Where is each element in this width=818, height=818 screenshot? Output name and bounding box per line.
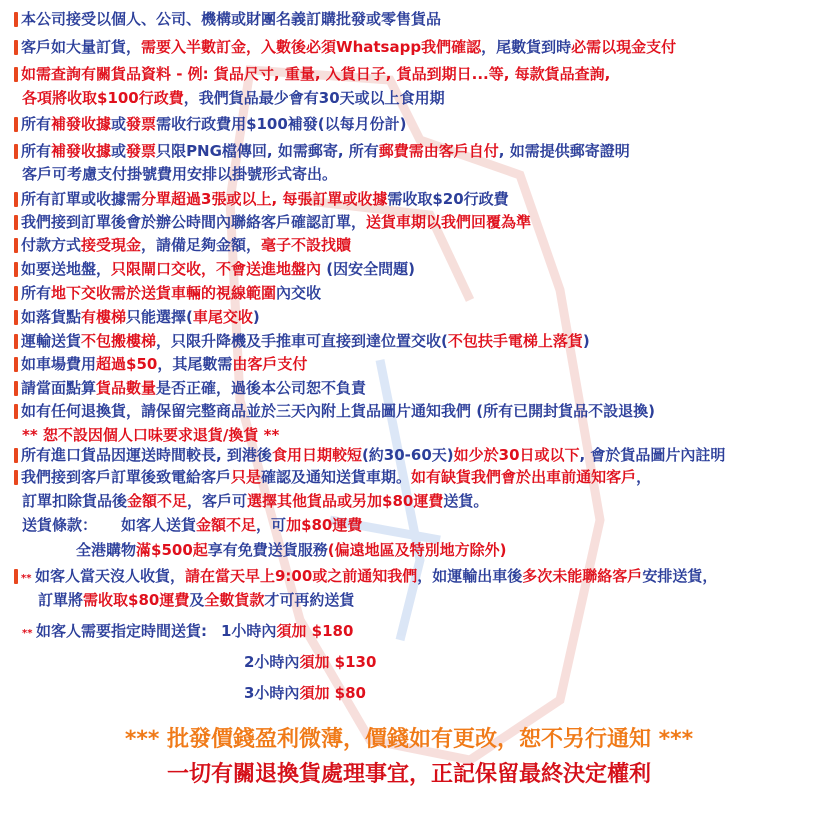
absent-recipient-line-2 — [38, 589, 354, 611]
text-segment: 客戶可考慮支付掛號費用安排以掛號形式寄出。 — [22, 165, 338, 183]
text-segment: ) — [582, 332, 590, 350]
bullet-mark-icon — [14, 286, 18, 301]
rule-line — [22, 424, 279, 446]
text-segment: 郵費需由客戶自付 — [378, 142, 499, 160]
text-segment: , 會於貨品圖片內註明 — [579, 446, 726, 464]
text-segment: 需收取$20行政費 — [387, 190, 509, 208]
bullet-mark-icon — [14, 238, 18, 253]
rule-line — [22, 163, 337, 185]
bullet-mark-icon — [14, 144, 18, 159]
text-segment: 我們接到訂單後會於辦公時間內聯絡客戶確認訂單， — [21, 213, 367, 231]
rule-line — [14, 282, 321, 304]
text-segment: 須加 — [299, 684, 330, 702]
bullet-mark-icon — [14, 334, 18, 349]
text-segment: 是否正確，過後本公司恕不負責 — [156, 379, 367, 397]
text-segment: 補發收據 — [51, 142, 112, 160]
text-segment: 請在當天早上9:00或之前通知我們 — [184, 567, 418, 585]
text-segment: 享有免費送貨服務 — [207, 541, 328, 559]
delivery-terms-line — [22, 514, 362, 536]
timed-delivery-line — [22, 620, 353, 642]
text-segment: 只能選擇( — [126, 308, 193, 326]
text-segment: 安排送貨， — [642, 567, 718, 585]
bullet-mark-icon — [14, 40, 18, 55]
text-segment: 或 — [111, 142, 127, 160]
text-segment: ， — [636, 468, 652, 486]
text-segment: 訂單將 — [38, 591, 84, 609]
rule-line — [14, 8, 441, 30]
bullet-mark-icon — [14, 310, 18, 325]
text-segment: 補發收據 — [51, 115, 112, 133]
bullet-mark-icon — [14, 569, 18, 584]
rule-line — [14, 400, 655, 422]
text-segment: 發票 — [126, 142, 157, 160]
text-segment: ，請備足夠金額， — [141, 236, 262, 254]
text-segment: 需收行政費用$100補發(以每月份計) — [156, 115, 407, 133]
rule-line — [14, 211, 531, 233]
text-segment: 如要送地盤， — [21, 260, 112, 278]
text-segment: 如客人送貨 — [121, 516, 197, 534]
text-segment: 全港購物 — [76, 541, 137, 559]
rule-line — [14, 444, 725, 466]
text-segment: 須加 — [299, 653, 330, 671]
text-segment: 運輸送貨 — [21, 332, 82, 350]
text-segment: 有樓梯 — [81, 308, 127, 326]
bullet-mark-icon — [14, 67, 18, 82]
rule-line — [14, 140, 630, 162]
text-segment: 各項將收取$100行政費 — [22, 89, 184, 107]
timed-delivery-row — [244, 651, 376, 673]
footer-final-decision: 一切有關退換貨處理事宜，正記保留最終決定權利 — [166, 762, 651, 787]
text-segment: 全數貨款 — [204, 591, 265, 609]
rule-line — [14, 113, 407, 135]
text-segment: $80 — [329, 684, 366, 702]
text-segment: 才可再約送貨 — [264, 591, 355, 609]
bullet-mark-icon — [14, 262, 18, 277]
text-segment: $130 — [329, 653, 377, 671]
rule-line — [14, 258, 415, 280]
rule-line — [14, 466, 651, 488]
text-segment: ，其尾數需 — [157, 355, 233, 373]
text-segment: 如少於30日或以下 — [453, 446, 580, 464]
text-segment: 確認及通知送貨車期。 — [261, 468, 412, 486]
text-segment: 發票 — [126, 115, 157, 133]
text-segment: 毫子不設找贖 — [261, 236, 352, 254]
free-delivery-line — [76, 539, 507, 561]
text-segment: ，客戶可 — [187, 492, 248, 510]
text-segment: 如客人當天沒人收貨， — [34, 567, 185, 585]
text-segment: 送貨車期以我們回覆為準 — [366, 213, 532, 231]
text-segment: 超過$50 — [96, 355, 158, 373]
rule-line — [14, 188, 509, 210]
text-segment: 不包搬樓梯 — [81, 332, 157, 350]
text-segment: 只是 — [231, 468, 262, 486]
text-segment: 分單超過3張或以上, 每張訂單或收據 — [141, 190, 388, 208]
text-segment: 或 — [111, 115, 127, 133]
text-segment: (因安全問題) — [321, 260, 415, 278]
bullet-mark-icon — [14, 470, 18, 485]
text-segment: 由客戶支付 — [232, 355, 308, 373]
text-segment: 車尾交收 — [192, 308, 253, 326]
text-segment: 如落貨點 — [21, 308, 82, 326]
rule-line — [14, 36, 676, 58]
text-segment: 本公司接受以個人、公司、機構或財團名義訂購批發或零售貨品 — [21, 10, 442, 28]
text-segment: 只限PNG檔傳回, 如需郵寄, 所有 — [156, 142, 379, 160]
text-segment: 滿$500起 — [136, 541, 208, 559]
text-segment: 1小時內 — [220, 622, 277, 640]
footer-price-notice: *** 批發價錢盈利微薄，價錢如有更改，恕不另行通知 *** — [124, 727, 694, 752]
text-segment: 多次未能聯絡客戶 — [522, 567, 643, 585]
text-segment: 所有訂單或收據需 — [21, 190, 142, 208]
text-segment: 接受現金 — [81, 236, 142, 254]
bullet-mark-icon — [14, 215, 18, 230]
text-segment: 付款方式 — [21, 236, 82, 254]
absent-recipient-line — [14, 565, 717, 587]
text-segment: 選擇其他貨品或另加$80運費 — [247, 492, 444, 510]
text-segment: (約30-60天) — [361, 446, 454, 464]
timed-delivery-row — [244, 682, 366, 704]
text-segment: (偏遠地區及特別地方除外) — [327, 541, 507, 559]
text-segment: 需收取$80運費 — [83, 591, 190, 609]
text-segment: ，只限升降機及手推車可直接到達位置交收( — [156, 332, 448, 350]
text-segment: 我們接到客戶訂單後致電給客戶 — [21, 468, 232, 486]
text-segment: 出車前通知客戶 — [531, 468, 637, 486]
text-segment: 3小時內 — [244, 684, 300, 702]
text-segment: ，如運輸出車後 — [417, 567, 523, 585]
text-segment: 須加 — [276, 622, 307, 640]
text-segment: 請當面點算 — [21, 379, 97, 397]
text-segment: ，尾數貨到時 — [481, 38, 572, 56]
rule-line — [14, 377, 366, 399]
rule-line — [14, 330, 590, 352]
text-segment: 送貨。 — [443, 492, 489, 510]
bullet-mark-icon — [14, 404, 18, 419]
text-segment: 所有 — [21, 115, 52, 133]
text-segment: ** 恕不設因個人口味要求退貨/換貨 ** — [22, 426, 280, 444]
text-segment: $180 — [306, 622, 354, 640]
text-segment: 2小時內 — [244, 653, 300, 671]
text-segment: , 如需提供郵寄證明 — [498, 142, 630, 160]
bullet-mark-icon — [14, 12, 18, 27]
text-segment: 內交收 — [276, 284, 322, 302]
text-segment: 貨品數量 — [96, 379, 157, 397]
double-star-mark: ** — [21, 573, 35, 584]
bullet-mark-icon — [14, 117, 18, 132]
bullet-mark-icon — [14, 357, 18, 372]
text-segment: 如車場費用 — [21, 355, 97, 373]
text-segment: 所有 — [21, 284, 52, 302]
delivery-terms-heading: 送貨條款： — [22, 516, 98, 534]
text-segment: 必需以現金支付 — [571, 38, 677, 56]
text-segment: 需要入半數訂金 — [141, 38, 247, 56]
double-star-mark: ** — [22, 628, 36, 639]
text-segment: ) — [252, 308, 260, 326]
text-segment: 及 — [189, 591, 205, 609]
text-segment: ，可 — [256, 516, 287, 534]
text-segment: 金額不足 — [127, 492, 188, 510]
rule-line — [22, 87, 445, 109]
text-segment: 金額不足 — [196, 516, 257, 534]
text-segment: ，入數後必須Whatsapp我們確認 — [246, 38, 482, 56]
text-segment: 訂單扣除貨品後 — [22, 492, 128, 510]
bullet-mark-icon — [14, 192, 18, 207]
text-segment: 加$80運費 — [286, 516, 363, 534]
text-segment: 地下交收需於送貨車輛的視線範圍 — [51, 284, 277, 302]
bullet-mark-icon — [14, 448, 18, 463]
text-segment: 客戶如大量訂貨， — [21, 38, 142, 56]
rule-line — [14, 63, 610, 85]
rule-line — [22, 490, 488, 512]
text-segment: 如有任何退換貨，請保留完整商品並於三天內附上貨品圖片通知我們 (所有已開封貨品不設退換) — [21, 402, 655, 420]
text-segment: 只限閘口交收，不會送進地盤內 — [111, 260, 322, 278]
text-segment: 如有缺貨我們會於 — [411, 468, 532, 486]
text-segment: 食用日期較短 — [271, 446, 362, 464]
bullet-mark-icon — [14, 381, 18, 396]
text-segment: 所有 — [21, 142, 52, 160]
text-segment: 如需查詢有關貨品資料 - 例: 貨品尺寸, 重量, 入貨日子, 貨品到期日...等, 每款貨品查詢, — [21, 65, 611, 83]
text-segment: 不包扶手電梯上落貨 — [447, 332, 583, 350]
rule-line — [14, 306, 260, 328]
timed-delivery-label: 如客人需要指定時間送貨: — [35, 622, 207, 640]
rule-line — [14, 353, 307, 375]
text-segment: 所有進口貨品因運送時間較長, 到港後 — [21, 446, 272, 464]
rule-line — [14, 234, 351, 256]
text-segment: ，我們貨品最少會有30天或以上食用期 — [183, 89, 445, 107]
